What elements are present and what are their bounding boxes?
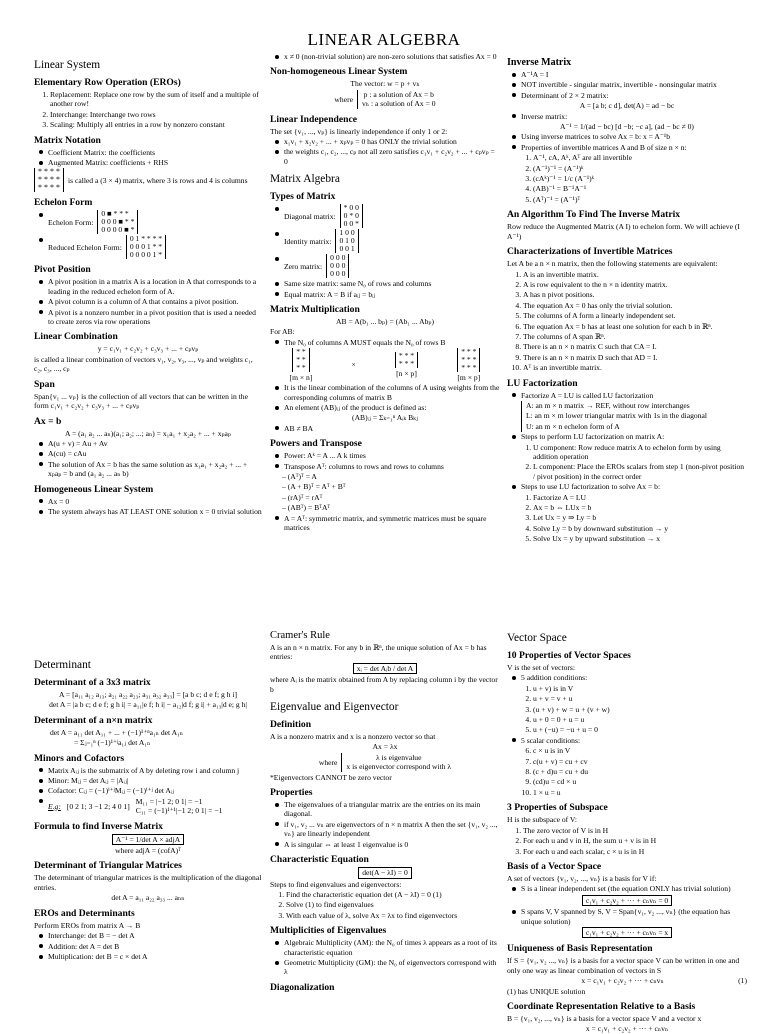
list-item: 6. c × u is in V [533, 746, 747, 755]
list-item: 2. u + v = v + u [533, 694, 747, 703]
list-item: Cofactor: Cᵢⱼ = (−1)ⁱ⁺ʲMᵢⱼ = (−1)ⁱ⁺ʲ det Aᵢⱼ [48, 786, 262, 795]
lu-def: L: an m × m lower triangular matrix with 1s in the diagonal [526, 411, 708, 421]
list-item: Ax = 0 [48, 497, 262, 506]
list-item: the weights c₁, c₂, ..., cₚ not all zero satisfies c₁v₁ + c₂v₂ + ... + cₚvₚ = 0 [284, 147, 500, 166]
list-item: 1. A⁻¹, cA, Aᵏ, Aᵀ are all invertible [533, 153, 747, 162]
list-item: 4. u + 0 = 0 + u = u [533, 715, 747, 724]
lu-solve-list [507, 493, 747, 544]
heading-inverse-formula: Formula to find Inverse Matrix [34, 820, 163, 832]
list-item: A(u + v) = Au + Av [48, 439, 262, 448]
eros-list [34, 931, 262, 961]
lu-defs [521, 401, 707, 432]
list-item: Matrix Aᵢⱼ is the submatrix of A by deleting row i and column j [48, 766, 262, 775]
dim-b: * * * * * * [n × p] [396, 351, 417, 378]
list-item [284, 229, 500, 253]
unique-equation: x = c₁v₁ + c₂v₂ + ··· + cₙvₙ [581, 976, 664, 986]
coord-equation: x = c₁v₁ + c₂v₂ + ··· + cₙvₙ [585, 1024, 669, 1034]
list-item: S spans V, V spanned by S, V = Span{v₁, v₂ ..., vₙ} (the equation has unique solution) [521, 907, 747, 926]
transpose-rule: – (rA)ᵀ = rAᵀ [282, 492, 323, 502]
heading-detn: Determinant of a n×n matrix [34, 714, 153, 726]
list-item: x₁v₁ + x₂v₂ + ... + xₚvₚ = 0 has ONLY the trivial solution [284, 137, 500, 146]
heading-char-equation: Characteristic Equation [270, 854, 369, 866]
for-ab: For AB: [270, 327, 295, 337]
char-steps-text: Steps to find eigenvalues and eigenvectors: [270, 879, 402, 889]
matmul-list-2 [270, 383, 500, 412]
scal-items-list [507, 746, 747, 797]
list-item: The solution of Ax = b has the same solution as x₁a₁ + x₂a₂ + ... + xₚaₚ = b and (a₁ a₂ ... aₙ b) [48, 460, 262, 479]
where-x: x is eigenvector correspond with λ [346, 762, 452, 772]
echelon-label: Echelon Form: [48, 217, 94, 227]
eg-label: E.g: [48, 801, 61, 811]
list-item: AB ≠ BA [284, 424, 500, 433]
heading-matrix-multiplication: Matrix Multiplication [270, 304, 360, 316]
heading-nonhomogeneous: Non-homogeneous Linear System [270, 66, 408, 78]
heading-lu: LU Factorization [507, 377, 578, 389]
list-item: 7. The columns of A span ℝⁿ. [523, 332, 747, 341]
list-item: 4. (AB)⁻¹ = B⁻¹A⁻¹ [533, 184, 747, 193]
list-item: 1. Find the characteristic equation det (A − λI) = 0 (1) [286, 890, 500, 899]
add-cond-list [507, 673, 747, 682]
heading-matrix-notation: Matrix Notation [34, 134, 101, 146]
subspace-text: H is the subspace of V: [507, 815, 577, 825]
axb-list [34, 439, 262, 479]
list-item: A is singular ⇔ at least 1 eigenvalue is 0 [284, 840, 500, 849]
heading-types: Types of Matrix [270, 191, 336, 203]
pivot-list [34, 277, 262, 326]
list-item: 10. 1 × u = u [533, 788, 747, 797]
list-item: 3. (u + v) + w = u + (v + w) [533, 705, 747, 714]
list-item: 2. Ax = b ⇔ LUx = b [533, 503, 747, 512]
list-item: Power: Aᵏ = A ... A k times [284, 451, 500, 460]
list-item: A pivot is a nonzero number in a pivot position that is used a needed to create zeros via row operations [48, 308, 262, 327]
lu-list-3 [507, 482, 747, 491]
heading-matrix-algebra: Matrix Algebra [270, 173, 340, 186]
list-item: if v₁, v₂ ... vₙ are eigenvectors of n × n matrix A then the set {v₁, v₂ ..., vₙ} are linearly independent [284, 820, 500, 839]
list-item: 1. The zero vector of V is in H [523, 826, 747, 835]
list-item: Interchange: det B = − det A [48, 931, 262, 940]
heading-10-props: 10 Properties of Vector Spaces [507, 650, 631, 661]
lu-list-2 [507, 432, 747, 441]
list-item: 5. Solve Ux = y by upward substitution → x [533, 534, 747, 543]
det2-equation: A = [a b; c d], det(A) = ad − bc [579, 101, 675, 111]
char-equation: det(A − λI) = 0 [358, 867, 412, 878]
dim-a-label: [m × n] [289, 372, 313, 382]
column-determinant [34, 652, 262, 1024]
eg-c11: C₁₁ = (−1)¹⁺¹|−1 2; 0 1| = −1 [135, 806, 223, 816]
unique-note: (1) has UNIQUE solution [507, 986, 586, 996]
basis-list-2 [507, 907, 747, 926]
lu-list [507, 391, 747, 400]
list-item: Using inverse matrices to solve Ax = b: x = A⁻¹b [521, 132, 747, 141]
heading-coordinate: Coordinate Representation Relative to a Basis [507, 1000, 696, 1012]
linind-text: The set {v₁, ..., vₚ} is linearly independence if only 1 or 2: [270, 126, 448, 136]
list-item: Inverse matrix: [521, 112, 747, 121]
list-item: x ≠ 0 (non-trivial solution) are non-zero solutions that satisfies Ax = 0 [284, 52, 500, 61]
lincomb-equation: y = c₁v₁ + c₂v₂ + c₃v₃ + ... + cₚvₚ [97, 344, 199, 354]
column-matrix-algebra [270, 52, 500, 572]
list-item: Equal matrix: A = B if aᵢⱼ = bᵢⱼ [284, 290, 500, 299]
props-list [270, 800, 500, 849]
heading-determinant: Determinant [34, 659, 91, 671]
list-item: 3. A has n pivot positions. [523, 290, 747, 299]
homog-list [34, 497, 262, 517]
inverse-list [507, 70, 747, 100]
list-item: Addition: det A = det B [48, 942, 262, 951]
zero-label: Zero matrix: [284, 261, 323, 271]
basis-box-1: c₁v₁ + c₂v₂ + ··· + cₙvₙ = 0 [582, 895, 672, 906]
heading-eros-det: EROs and Determinants [34, 907, 135, 919]
page-title: LINEAR ALGEBRA [307, 30, 461, 49]
reduced-matrix: 0 1 * * * * 0 0 0 1 * * 0 0 0 0 1 * [126, 235, 166, 259]
heading-minors: Minors and Cofactors [34, 752, 125, 764]
charact-list [507, 270, 747, 373]
heading-pivot: Pivot Position [34, 264, 91, 276]
list-item: Same size matrix: same N₀ of rows and columns [284, 279, 500, 288]
list-item: 3. Scaling: Multiply all entries in a row by nonzero constant [50, 120, 262, 129]
lu-steps-list [507, 443, 747, 482]
linind-list [270, 137, 500, 166]
list-item: 2. For each u and v in H, the sum u + v is in H [523, 836, 747, 845]
subspace-list [507, 826, 747, 856]
algo-text: Row reduce the Augmented Matrix (A I) to echelon form. We will achieve (I A⁻¹) [507, 222, 740, 241]
ab-neq-list [270, 424, 500, 433]
list-item: 8. There is an n × n matrix C such that CA = I. [523, 342, 747, 351]
list-item: Determinant of 2 × 2 matrix: [521, 91, 747, 100]
list-item: Algebraic Multiplicity (AM): the N₀ of times λ appears as a root of its characteristic equation [284, 938, 500, 957]
basis-list [507, 884, 747, 893]
axb-equation: A = (a₁ a₂ ... aₙ)(a₁; a₂; ...; aₙ) = x₁a₁ + x₂a₂ + ... + xₚaₚ [65, 428, 231, 438]
list-item: A pivot column is a column of A that contains a pivot position. [48, 297, 262, 306]
list-item: NOT invertible - singular matrix, invertible - nonsingular matrix [521, 80, 747, 89]
detn-eq2: = Σⱼ₌₁ⁿ (−1)¹⁺ʲa₁ⱼ det A₁ₙ [74, 738, 151, 748]
heading-basis: Basis of a Vector Space [507, 860, 602, 872]
heading-span: Span [34, 378, 55, 390]
list-item: 7. c(u + v) = cu + cv [533, 757, 747, 766]
ident-label: Identity matrix: [284, 236, 332, 246]
add-items-list [507, 684, 747, 735]
list-item: 4. The equation Ax = 0 has only the trivial solution. [523, 301, 747, 310]
det3-matrix: A = [a₁₁ a₁₂ a₁₃; a₂₁ a₂₂ a₂₃; a₃₁ a₃₂ a₃₃] = [a b c; d e f; g h i] [58, 690, 238, 699]
lincomb-text: is called a linear combination of vectors v₁, v₂, v₃, ..., vₚ and weights c₁, c₂, c₃, ..., cₚ [34, 354, 253, 374]
heading-vector-space: Vector Space [507, 632, 567, 644]
mult-list [270, 938, 500, 977]
list-item: 3. Let Ux = y ⇒ Ly = b [533, 513, 747, 522]
transpose-rule: – (ABᵀ) = BᵀAᵀ [282, 503, 331, 513]
tri-text: The determinant of triangular matrices is the multiplication of the diagonal entries. [34, 873, 262, 892]
list-item: 10. Aᵀ is an invertible matrix. [523, 363, 747, 372]
inverse-list-2 [507, 112, 747, 121]
matmul-list [270, 338, 500, 347]
tri-equation: det A = a₁₁ a₂₂ a₃₃ ... aₙₙ [111, 893, 185, 903]
abij-equation: (AB)ᵢⱼ = Σₖ₌₁ⁿ Aᵢₖ Bₖⱼ [352, 413, 418, 423]
matmul-equation: AB = A(b₁ ... bₚ) = (Ab₁ ... Abₚ) [336, 317, 434, 327]
where-p: p : a solution of Ax = b [363, 89, 434, 99]
list-item [48, 210, 262, 234]
dim-a: * * * * * * [m × n] [289, 347, 313, 382]
ero-list [34, 90, 262, 130]
list-item [284, 204, 500, 228]
nonhomog-where [270, 90, 500, 109]
list-item: A = Aᵀ: symmetric matrix, and symmetric matrices must be square matrices [284, 514, 500, 533]
where-label: where [334, 94, 353, 104]
heading-linear-combination: Linear Combination [34, 331, 118, 343]
eg-m11: M₁₁ = |−1 2; 0 1| = −1 [135, 796, 203, 806]
list-item: Multiplication: det B = c × det A [48, 952, 262, 961]
transpose-rule: – (Aᵀ)ᵀ = A [282, 471, 317, 481]
minors-list [34, 766, 262, 816]
column-eigen [270, 625, 500, 1024]
heading-powers: Powers and Transpose [270, 438, 362, 450]
unique-text: If S = {v₁, v₂ ..., vₙ} is a basis for a vector space V can be written in one and only one way as linear combination of vectors in S [507, 956, 740, 975]
lu-def: A: an m × n matrix → REF, without row interchanges [526, 400, 690, 410]
eg-matrix: [0 2 1; 3 −1 2; 4 0 1] [66, 801, 130, 811]
list-item: 1. u + v) is in V [533, 684, 747, 693]
dim-b-label: [n × p] [396, 368, 417, 378]
list-item: 2. (A⁻¹)⁻¹ = (A⁻¹)ᵏ [533, 164, 747, 173]
list-item: 2. L component: Place the EROs scalars from step 1 (non-pivot position / pivot position) in the correct order [533, 462, 747, 481]
lu-def: U: an m × n echelon form of A [526, 421, 620, 431]
list-item [48, 797, 262, 816]
notation-note: is called a (3 × 4) matrix, where 3 is rows and 4 is columns [68, 175, 248, 185]
list-item: 5. (Aᵀ)⁻¹ = (A⁻¹)ᵀ [533, 195, 747, 204]
basis-text: A set of vectors {v₁, v₂, ..., vₙ} is a basis for V if: [507, 873, 657, 883]
powers-list [270, 451, 500, 471]
inverse-props-list [507, 153, 747, 204]
where-label: where [318, 757, 338, 767]
list-item: 3. (cAᵏ)⁻¹ = 1/c (A⁻¹)ᵏ [533, 174, 747, 183]
heading-homogeneous: Homogeneous Linear System [34, 483, 154, 495]
det3-expansion: det A = |a b c; d e f; g h i| = a₁₁|e f; h i| − a₁₂|d f; g i| + a₁₃|d e; g h| [49, 700, 247, 710]
types-matrix-list [270, 204, 500, 299]
heading-triangular: Determinant of Triangular Matrices [34, 860, 182, 872]
list-item: 4. Solve Ly = b by downward substitution → y [533, 524, 747, 533]
nonhomog-vector: The vector: w = p + vₕ [350, 79, 420, 89]
heading-properties: Properties [270, 787, 313, 799]
list-item: Augmented Matrix: coefficients + RHS [48, 158, 262, 167]
heading-det3: Determinant of a 3x3 matrix [34, 677, 151, 688]
list-item: 9. (cd)u = cd × u [533, 777, 747, 786]
column-vector-space [507, 625, 747, 1034]
list-item: 5 scalar conditions: [521, 736, 747, 745]
heading-axb: Ax = b [34, 415, 62, 427]
heading-characterizations: Characterizations of Invertible Matrices [507, 246, 673, 258]
heading-algorithm: An Algorithm To Find The Inverse Matrix [507, 209, 681, 221]
inv2-equation: A⁻¹ = 1/(ad − bc) [d −b; −c a], (ad − bc ≠ 0) [560, 122, 694, 132]
list-item: 1. Replacement: Replace one row by the sum of itself and a multiple of another row! [50, 90, 262, 109]
heading-inverse: Inverse Matrix [507, 57, 572, 68]
heading-ero: Elementary Row Operation (EROs) [34, 77, 181, 88]
cramer-equation: xᵢ = det Aᵢb / det A [353, 663, 418, 674]
list-item [48, 235, 262, 259]
reduced-label: Reduced Echelon Form: [48, 242, 122, 252]
list-item: 9. There is an n × n matrix D such that AD = I. [523, 353, 747, 362]
column-inverse-matrix [507, 52, 747, 572]
list-item: Steps to perform LU factorization on matrix A: [521, 432, 747, 441]
list-item: 5 addition conditions: [521, 673, 747, 682]
coord-text: B = {v₁, v₂, ..., vₙ} is a basis for a vector space V and a vector x [507, 1013, 702, 1023]
where-brace [357, 90, 436, 109]
list-item: Coefficient Matrix: the coefficients [48, 148, 262, 157]
list-item: 5. u + (−u) = −u + u = 0 [533, 725, 747, 734]
list-item: 1. Factorize A = LU [533, 493, 747, 502]
list-item: The system always has AT LEAST ONE solution x = 0 trivial solution [48, 506, 262, 516]
column-linear-system [34, 52, 262, 572]
list-item: S is a linear independent set (the equation ONLY has trivial solution) [521, 884, 747, 893]
notation-list [34, 148, 262, 168]
unique-number: (1) [738, 976, 747, 986]
heading-echelon: Echelon Form [34, 197, 93, 209]
heading-eigen: Eigenvalue and Eigenvector [270, 701, 399, 714]
heading-uniqueness: Uniqueness of Basis Representation [507, 943, 653, 955]
basis-box-2: c₁v₁ + c₂v₂ + ··· + cₙvₙ = x [582, 927, 672, 938]
where-vh: vₕ : a solution of Ax = 0 [361, 99, 436, 109]
transpose-rules [270, 472, 500, 513]
list-item: Transpose Aᵀ: columns to rows and rows to columns [284, 462, 500, 471]
diag-matrix: * 0 0 0 * 0 0 0 * [340, 204, 363, 228]
list-item: 3. For each u and each scalar, c × u is in H [523, 847, 747, 856]
list-item: 2. Solve (1) to find eigenvalues [286, 900, 500, 909]
inverse-formula-where: where adjA = (cofA)ᵀ [115, 846, 181, 856]
span-text: Span{v₁ ... vₚ} is the collection of all vectors that can be written in the form c₁v₁ + c₂v₂ + c₃v₃ + ... + cₚvₚ [34, 391, 248, 411]
where-lambda: λ is eigenvalue [376, 752, 422, 762]
echelon-list [34, 210, 262, 259]
list-item: 1. A is an invertible matrix. [523, 270, 747, 279]
heading-diagonalization: Diagonalization [270, 981, 335, 993]
ident-matrix: 1 0 0 0 1 0 0 0 1 [335, 229, 358, 253]
heading-cramer: Cramer's Rule [270, 630, 330, 641]
list-item: 2. Interchange: Interchange two rows [50, 110, 262, 119]
eros-text: Perform EROs from matrix A → B [34, 920, 141, 930]
echelon-matrix: 0 ■ * * * 0 0 0 ■ * * 0 0 0 0 ■ * [97, 210, 138, 234]
def-equation: Ax = λx [372, 742, 398, 752]
symmetric-list [270, 514, 500, 533]
scal-cond-list [507, 736, 747, 745]
list-item [284, 254, 500, 278]
notation-example [34, 168, 262, 192]
heading-multiplicities: Multiplicities of Eigenvalues [270, 925, 387, 937]
list-item: Factorize A = LU is called LU factorization [521, 391, 747, 400]
list-item: 6. The equation Ax = b has at least one solution for each b in ℝⁿ. [523, 322, 747, 331]
list-item: A(cu) = cAu [48, 449, 262, 458]
where-brace [341, 753, 451, 772]
vset-text: V is the set of vectors: [507, 663, 575, 672]
cramer-where: where Aᵢ is the matrix obtained from A by replacing column i by the vector b [270, 675, 498, 694]
list-item: The N₀ of columns A MUST equals the N₀ of rows B [284, 338, 500, 347]
heading-linear-independence: Linear Independence [270, 113, 357, 125]
zero-matrix: 0 0 0 0 0 0 0 0 0 [326, 254, 349, 278]
list-item: 8. (c + d)u = cu + du [533, 767, 747, 776]
diag-label: Diagonal matrix: [284, 211, 336, 221]
def-text: A is a nonzero matrix and x is a nonzero vector so that [270, 732, 436, 742]
char-steps-list [270, 890, 500, 920]
list-item: Geometric Multiplicity (GM): the N₀ of eigenvectors correspond with λ [284, 958, 500, 977]
list-item: A pivot position in a matrix A is a location in A that corresponds to a leading in the reduced echelon form of A. [48, 277, 262, 296]
inverse-formula: A⁻¹ = 1/det A × adjA [112, 834, 184, 845]
list-item: 5. The columns of A form a linearly independent set. [523, 311, 747, 320]
inverse-list-3 [507, 132, 747, 152]
list-item: The eigenvalues of a triangular matrix are the entries on its main diagonal. [284, 800, 500, 819]
list-item: It is the linear combination of the columns of A using weights from the corresponding columns of matrix B [284, 383, 500, 402]
list-item: 3. With each value of λ, solve Ax = λx to find eigenvectors [286, 911, 500, 920]
list-item: Minor: Mᵢⱼ = det Aᵢⱼ = |Aᵢⱼ| [48, 776, 262, 785]
def-where [270, 753, 500, 772]
dim-ab: * * * * * * * * * [m × p] [457, 347, 481, 382]
times-sign: × [351, 360, 356, 370]
dim-ab-label: [m × p] [457, 372, 481, 382]
star-matrix: * * * * * * * * * * * * [34, 168, 64, 192]
cramer-text: A is an n × n matrix. For any b in ℝⁿ, the unique solution of Ax = b has entries: [270, 643, 487, 662]
list-item: 1. U component: Row reduce matrix A to echelon form by using addition operation [533, 443, 747, 462]
eg-results [136, 797, 223, 816]
list-item: 2. A is row equivalent to the n × n identity matrix. [523, 280, 747, 289]
list-item: Steps to use LU factorization to solve Ax = b: [521, 482, 747, 491]
nontrivial-list [270, 52, 500, 61]
matmul-dims [270, 348, 500, 382]
charact-text: Let A be a n × n matrix, then the following statements are equivalent: [507, 259, 718, 269]
list-item: Properties of invertible matrices A and B of size n × n: [521, 143, 747, 152]
heading-linear-system: Linear System [34, 59, 101, 71]
unique-equation-row [507, 976, 747, 985]
list-item: An element (AB)ᵢⱼ of the product is defined as: [284, 403, 500, 412]
eigen-note: *Eigenvectors CANNOT be zero vector [270, 772, 392, 782]
detn-eq1: det A = a₁₁ det A₁₁ + ... + (−1)¹⁺ⁿa₁ₙ det A₁ₙ [50, 727, 184, 737]
heading-subspace: 3 Properties of Subspace [507, 802, 608, 814]
heading-definition: Definition [270, 719, 312, 731]
list-item: A⁻¹A = I [521, 70, 747, 79]
transpose-rule: – (A + B)ᵀ = Aᵀ + Bᵀ [282, 482, 346, 492]
